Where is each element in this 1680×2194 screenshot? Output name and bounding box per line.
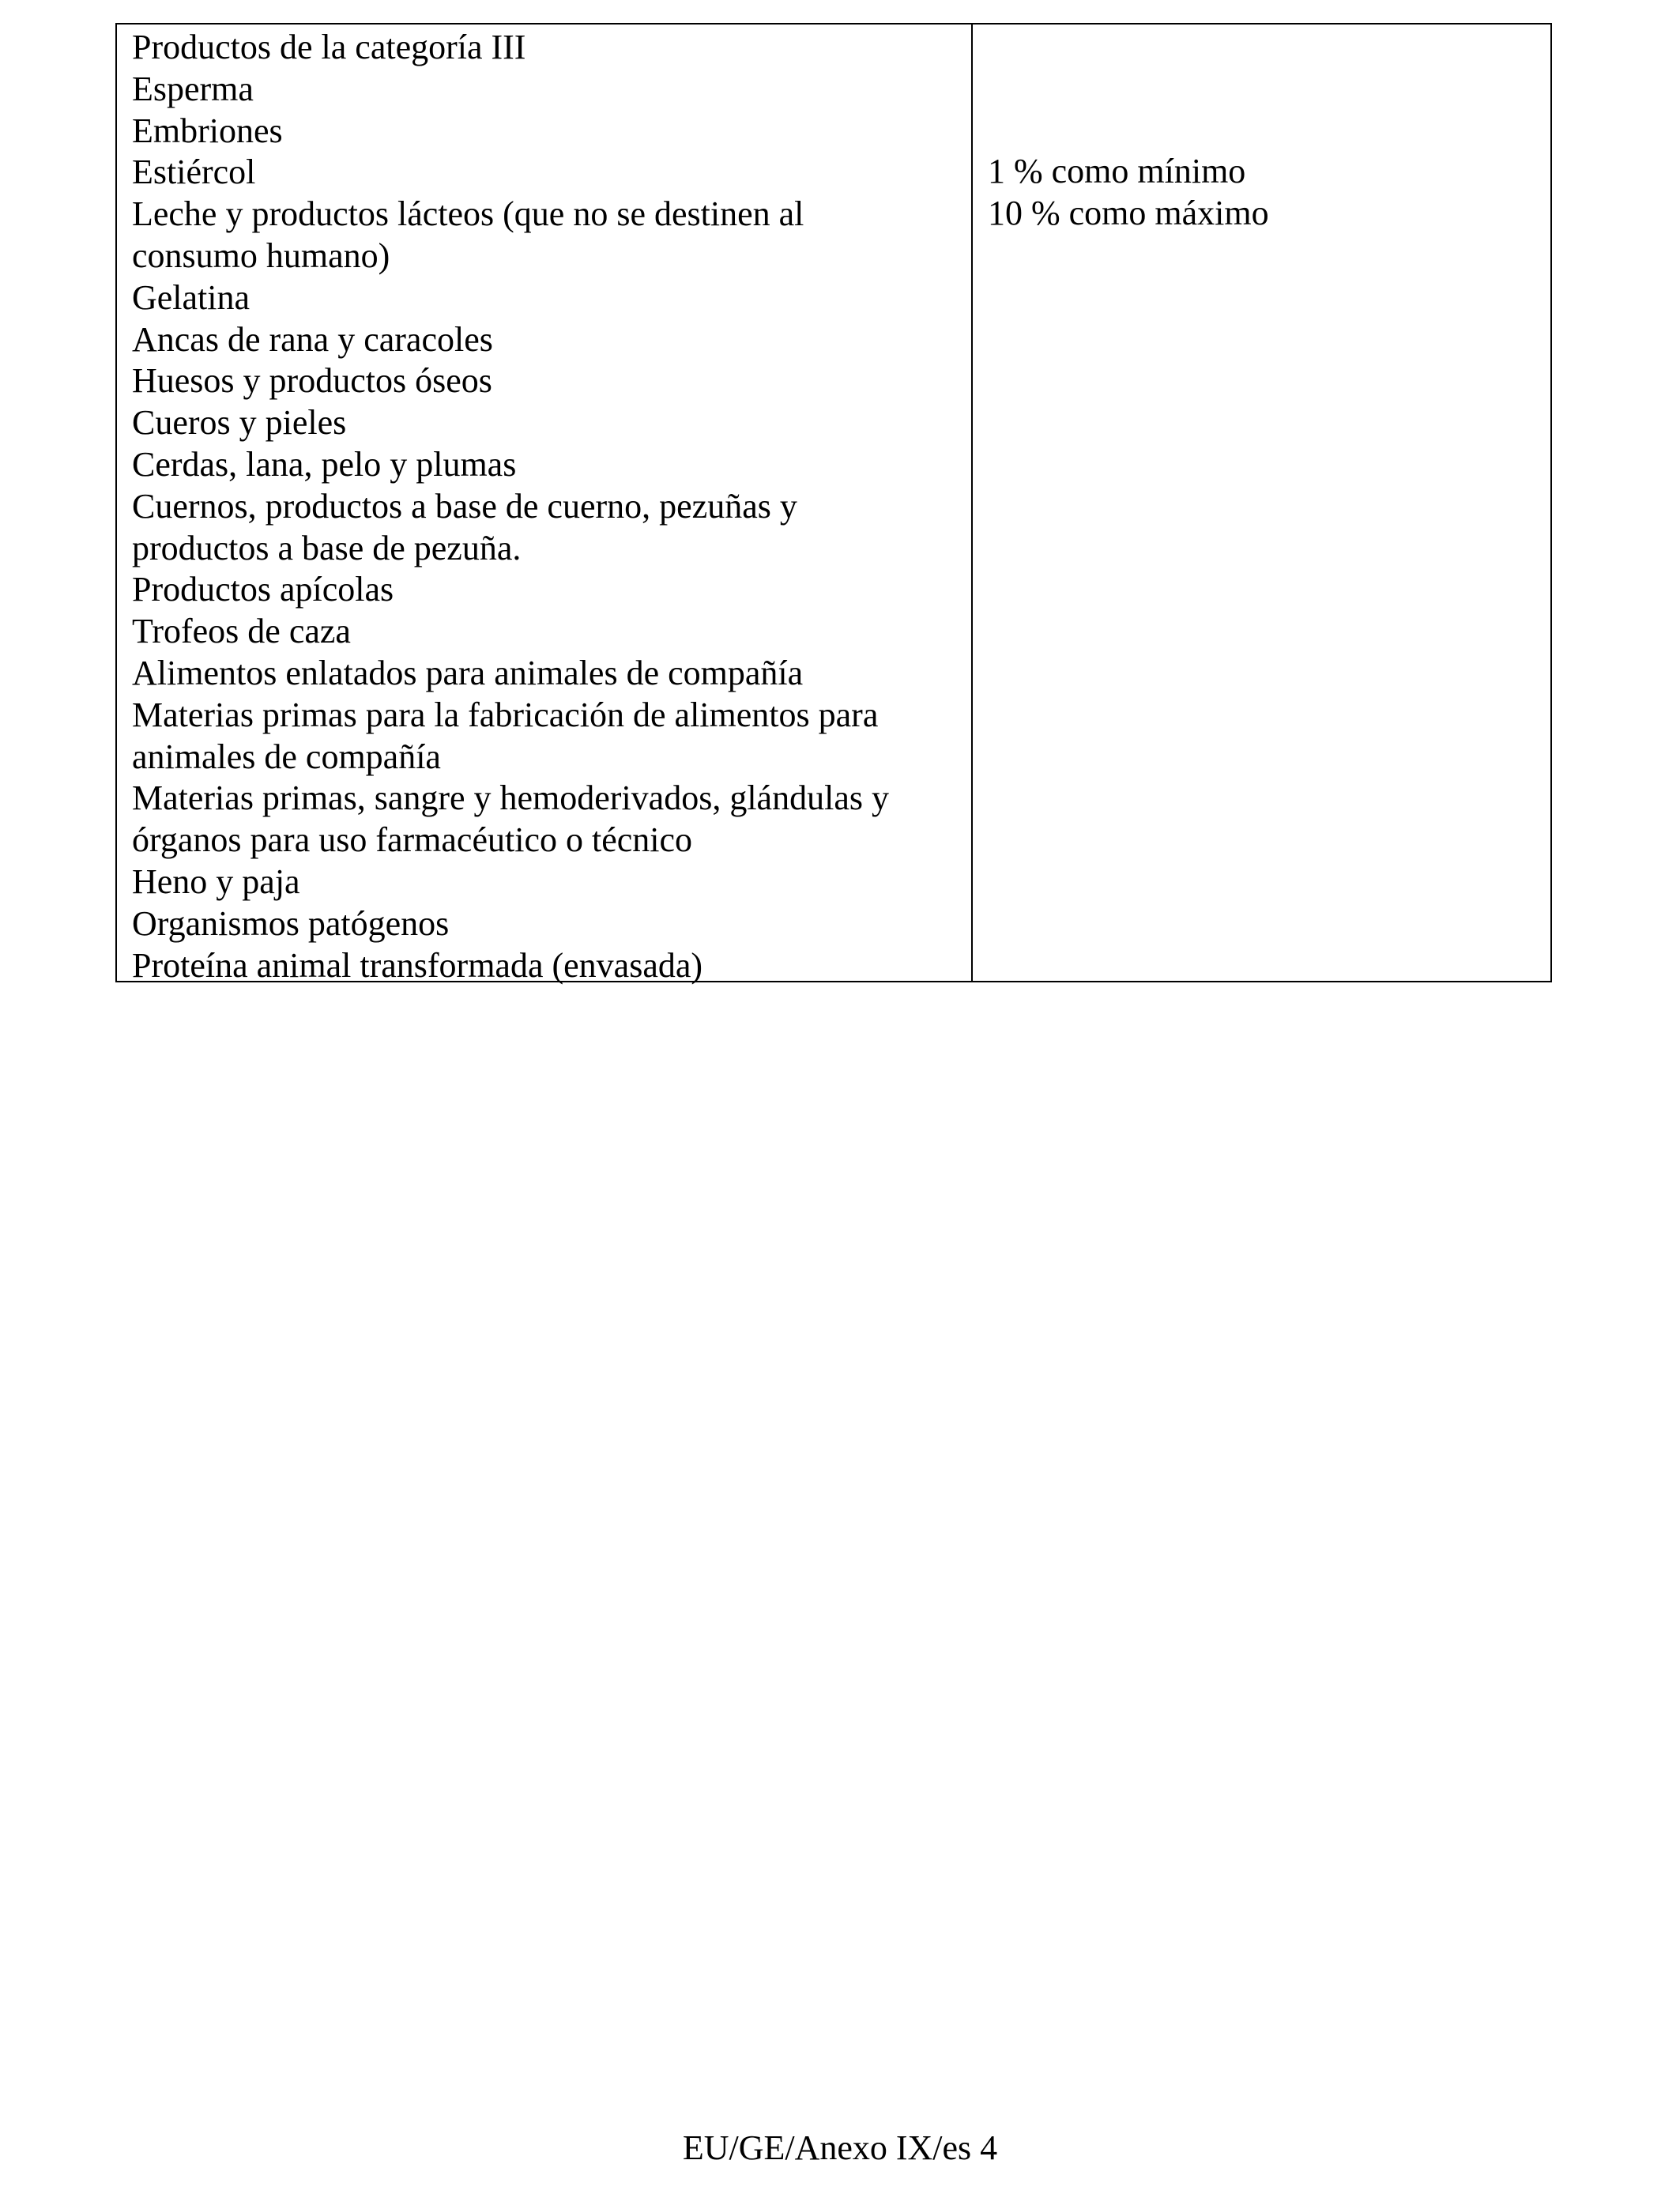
products-column: [117, 25, 973, 985]
product-line: Cerdas, lana, pelo y plumas: [132, 444, 517, 484]
page-footer-reference: EU/GE/Anexo IX/es 4: [682, 2128, 998, 2167]
product-line: Trofeos de caza: [132, 612, 351, 651]
product-line: productos a base de pezuña.: [132, 528, 522, 567]
product-line: Productos apícolas: [132, 570, 394, 609]
product-line: Gelatina: [132, 277, 250, 317]
product-line: Proteína animal transformada (envasada): [132, 945, 703, 985]
product-line: Materias primas, sangre y hemoderivados, glándulas y: [132, 778, 889, 818]
product-line: Ancas de rana y caracoles: [132, 319, 493, 359]
product-line: animales de compañía: [132, 737, 441, 776]
product-line: Materias primas para la fabricación de alimentos para: [132, 695, 879, 734]
products-table: [115, 23, 1552, 985]
product-line: Embriones: [132, 111, 283, 150]
product-line: Organismos patógenos: [132, 903, 450, 943]
rate-maximum: 10 % como máximo: [988, 193, 1269, 232]
product-line: Productos de la categoría III: [132, 28, 526, 66]
rate-minimum: 1 % como mínimo: [988, 152, 1246, 190]
product-line: Esperma: [132, 69, 254, 108]
rate-column: [973, 25, 1550, 981]
product-line: Estiércol: [132, 153, 256, 192]
product-line: Heno y paja: [132, 861, 300, 901]
product-line: Huesos y productos óseos: [132, 361, 492, 401]
product-line: consumo humano): [132, 236, 390, 275]
product-line: Cuernos, productos a base de cuerno, pezuñas y: [132, 486, 797, 526]
product-line: órganos para uso farmacéutico o técnico: [132, 820, 693, 860]
product-line: Leche y productos lácteos (que no se destinen al: [132, 194, 804, 234]
product-line: Cueros y pieles: [132, 403, 347, 443]
product-line: Alimentos enlatados para animales de compañía: [132, 653, 804, 692]
